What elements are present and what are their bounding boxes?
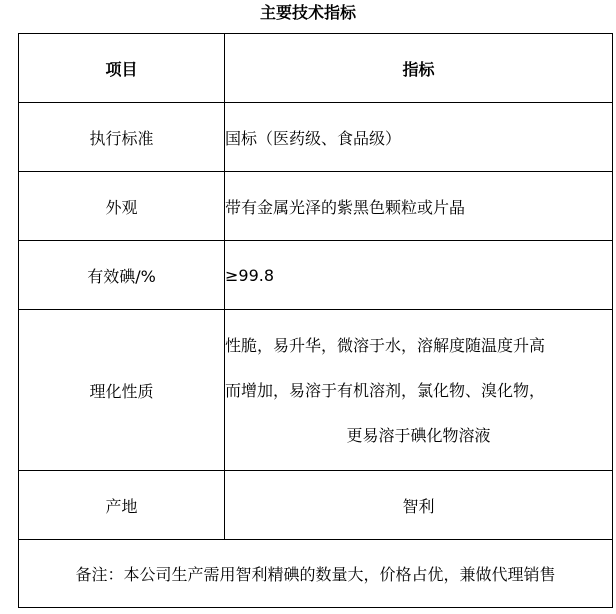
row-label-properties: 理化性质 — [19, 310, 225, 471]
table-row — [19, 241, 613, 310]
properties-line-3: 更易溶于碘化物溶液 — [346, 425, 491, 445]
row-label-standard: 执行标准 — [19, 103, 225, 172]
header-spec: 指标 — [225, 34, 613, 103]
row-value-iodine: ≥99.8 — [225, 241, 613, 310]
row-value-appearance: 带有金属光泽的紫黑色颗粒或片晶 — [225, 172, 613, 241]
table-header-row — [19, 34, 613, 103]
table-note: 备注：本公司生产需用智利精碘的数量大，价格占优，兼做代理销售 — [19, 540, 613, 608]
row-value-standard: 国标（医药级、食品级） — [225, 103, 613, 172]
row-label-appearance: 外观 — [19, 172, 225, 241]
row-value-origin: 智利 — [225, 471, 613, 540]
table-row — [19, 172, 613, 241]
row-value-properties — [225, 310, 613, 471]
header-item: 项目 — [19, 34, 225, 103]
properties-line-1: 性脆，易升华，微溶于水，溶解度随温度升高 — [225, 335, 546, 355]
table-row — [19, 310, 613, 471]
table-row — [19, 471, 613, 540]
table-note-row — [19, 540, 613, 608]
table-row — [19, 103, 613, 172]
row-label-origin: 产地 — [19, 471, 225, 540]
spec-table — [18, 33, 613, 608]
properties-line-2: 而增加，易溶于有机溶剂，氯化物、溴化物， — [225, 380, 546, 400]
row-label-iodine: 有效碘/% — [19, 241, 225, 310]
page-title: 主要技术指标 — [259, 3, 356, 22]
